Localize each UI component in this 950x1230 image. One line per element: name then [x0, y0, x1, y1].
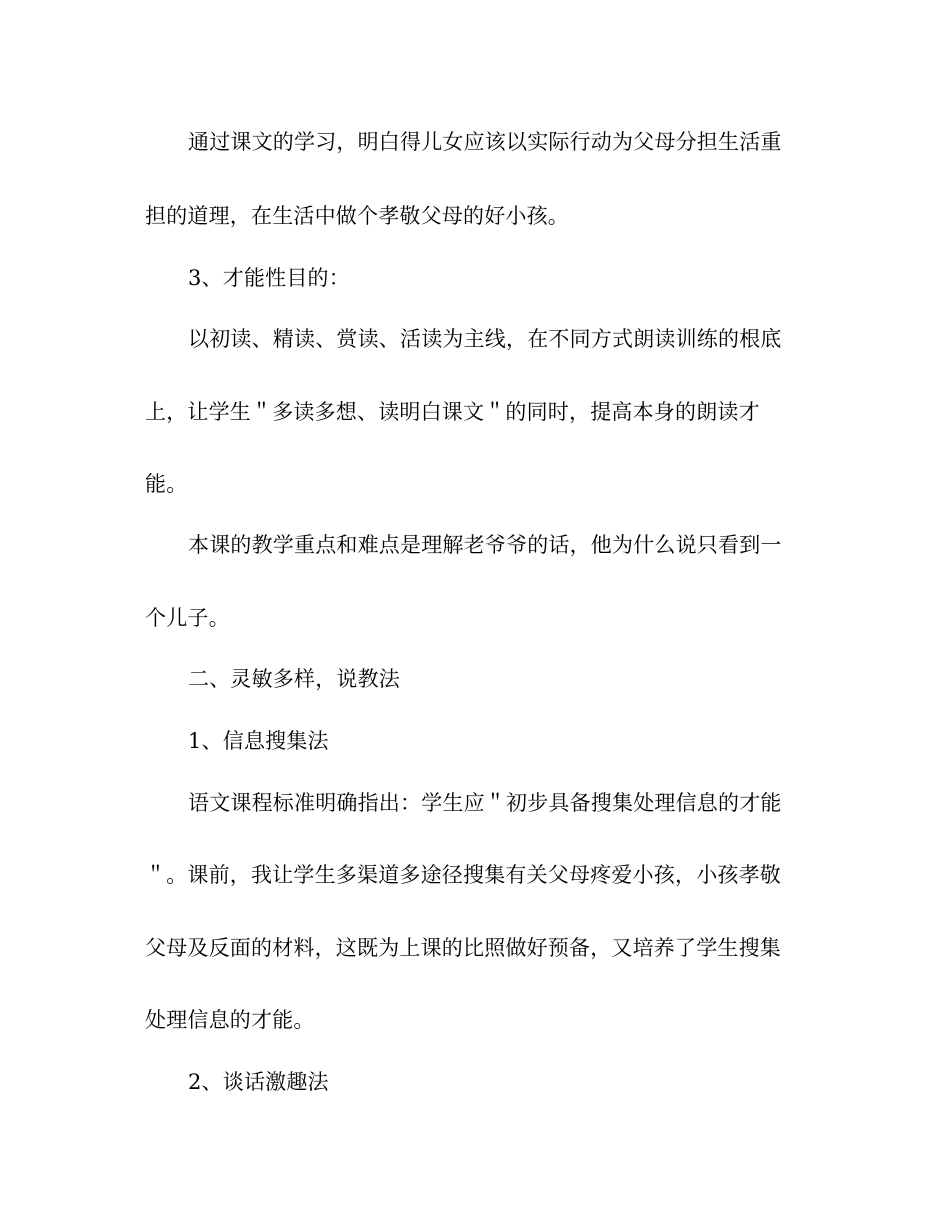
paragraph-line: 父母及反面的材料，这既为上课的比照做好预备，又培养了学生搜集 [145, 936, 781, 960]
paragraph-line: 本课的教学重点和难点是理解老爷爷的话，他为什么说只看到一 [188, 533, 782, 557]
section-heading: 3、才能性目的： [188, 266, 350, 290]
paragraph-line: 以初读、精读、赏读、活读为主线，在不同方式朗读训练的根底 [188, 327, 782, 351]
paragraph-line: 担的道理，在生活中做个孝敬父母的好小孩。 [145, 204, 569, 228]
paragraph-line: 语文课程标准明确指出：学生应＂初步具备搜集处理信息的才能 [188, 791, 782, 815]
paragraph-line: 个儿子。 [145, 606, 230, 630]
paragraph-line: 处理信息的才能。 [145, 1008, 315, 1032]
section-heading: 1、信息搜集法 [188, 729, 329, 753]
section-heading: 二、灵敏多样，说教法 [188, 667, 400, 691]
section-heading: 2、谈话激趣法 [188, 1070, 329, 1094]
paragraph-line: 能。 [145, 472, 188, 496]
paragraph-line: 上，让学生＂多读多想、读明白课文＂的同时，提高本身的朗读才 [145, 400, 760, 424]
paragraph-line: 通过课文的学习，明白得儿女应该以实际行动为父母分担生活重 [188, 130, 782, 154]
paragraph-line: ＂。课前，我让学生多渠道多途径搜集有关父母疼爱小孩，小孩孝敬 [145, 863, 781, 887]
